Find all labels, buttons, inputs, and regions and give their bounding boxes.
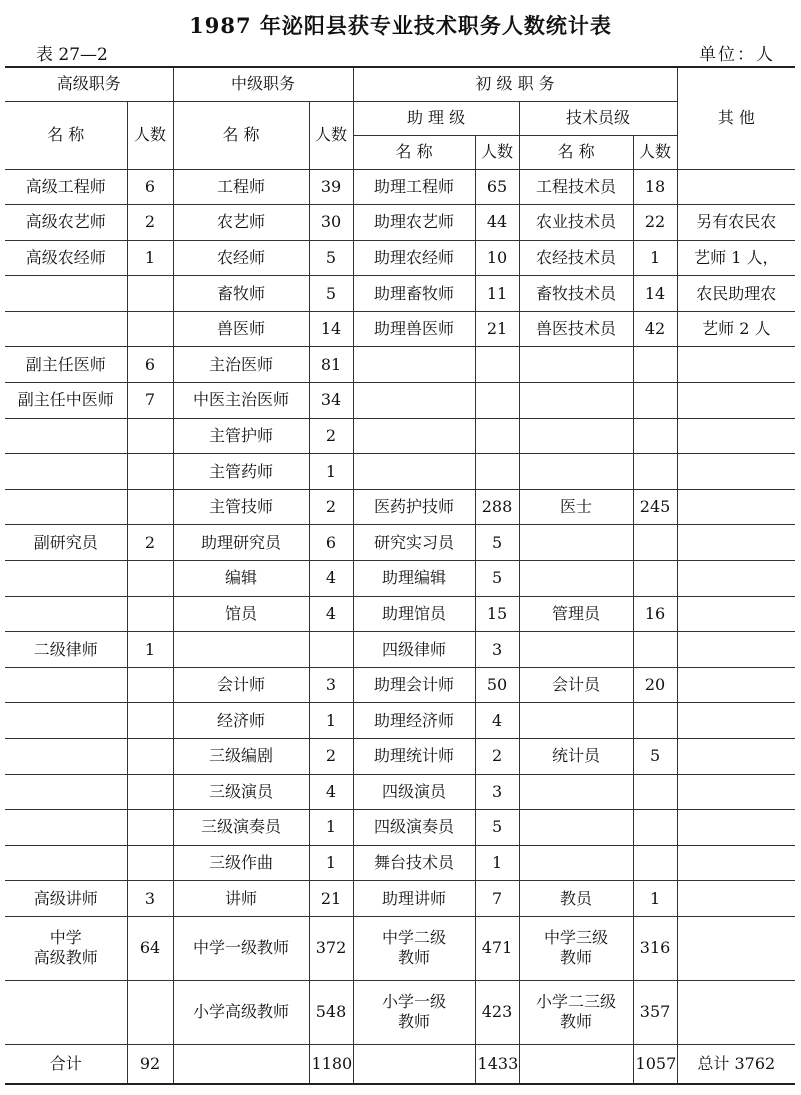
- cell-assistant-name: 助理工程师: [353, 169, 475, 205]
- cell-intermediate-name: 畜牧师: [173, 276, 309, 312]
- cell-senior-count: [127, 980, 173, 1044]
- table-row: [5, 916, 795, 980]
- cell-senior-name: 中学 高级教师: [5, 916, 127, 980]
- cell-other-note: [677, 596, 795, 632]
- cell-senior-count: [127, 311, 173, 347]
- cell-intermediate-count: 1: [309, 810, 353, 846]
- table-row: [5, 418, 795, 454]
- grand-total: 总计 3762: [677, 1044, 795, 1084]
- header-intermediate: 中级职务: [173, 67, 353, 101]
- statistics-table: [5, 66, 795, 1085]
- cell-technician-count: 1: [633, 240, 677, 276]
- cell-intermediate-name: 主管护师: [173, 418, 309, 454]
- cell-assistant-name: 中学二级 教师: [353, 916, 475, 980]
- table-row: [5, 240, 795, 276]
- table-row: [5, 311, 795, 347]
- cell-intermediate-count: 1: [309, 703, 353, 739]
- cell-assistant-count: 10: [475, 240, 519, 276]
- cell-intermediate-count: 14: [309, 311, 353, 347]
- cell-senior-name: [5, 739, 127, 775]
- cell-technician-count: [633, 810, 677, 846]
- cell-senior-name: [5, 418, 127, 454]
- cell-intermediate-name: 助理研究员: [173, 525, 309, 561]
- cell-senior-count: [127, 418, 173, 454]
- cell-senior-count: 64: [127, 916, 173, 980]
- cell-assistant-name: 助理畜牧师: [353, 276, 475, 312]
- cell-senior-count: 2: [127, 525, 173, 561]
- cell-senior-name: [5, 703, 127, 739]
- table-row: [5, 810, 795, 846]
- cell-intermediate-name: 中医主治医师: [173, 383, 309, 419]
- cell-senior-name: 高级农艺师: [5, 205, 127, 241]
- cell-technician-count: 245: [633, 489, 677, 525]
- cell-assistant-name: 四级律师: [353, 632, 475, 668]
- header-technician-name: 名 称: [519, 135, 633, 169]
- table-row: [5, 667, 795, 703]
- cell-intermediate-name: 农经师: [173, 240, 309, 276]
- cell-intermediate-name: 会计师: [173, 667, 309, 703]
- cell-other-note: [677, 667, 795, 703]
- cell-intermediate-name: 主管技师: [173, 489, 309, 525]
- cell-assistant-count: 5: [475, 525, 519, 561]
- cell-senior-name: 高级农经师: [5, 240, 127, 276]
- cell-assistant-name: 助理经济师: [353, 703, 475, 739]
- cell-technician-count: [633, 703, 677, 739]
- header-other: 其 他: [677, 67, 795, 169]
- cell-technician-name: 农经技术员: [519, 240, 633, 276]
- cell-senior-name: 副研究员: [5, 525, 127, 561]
- cell-technician-name: 畜牧技术员: [519, 276, 633, 312]
- cell-technician-count: 14: [633, 276, 677, 312]
- cell-assistant-name: 研究实习员: [353, 525, 475, 561]
- cell-technician-count: [633, 383, 677, 419]
- cell-technician-count: [633, 418, 677, 454]
- cell-technician-name: 农业技术员: [519, 205, 633, 241]
- header-senior-name: 名 称: [5, 101, 127, 169]
- table-row: [5, 561, 795, 597]
- cell-intermediate-count: 2: [309, 418, 353, 454]
- cell-senior-count: [127, 489, 173, 525]
- cell-technician-count: 5: [633, 739, 677, 775]
- cell-technician-name: [519, 810, 633, 846]
- cell-senior-name: [5, 276, 127, 312]
- cell-other-note: [677, 739, 795, 775]
- cell-assistant-count: 5: [475, 810, 519, 846]
- cell-other-note: [677, 347, 795, 383]
- cell-senior-count: [127, 810, 173, 846]
- cell-assistant-name: 助理兽医师: [353, 311, 475, 347]
- cell-intermediate-count: [309, 632, 353, 668]
- cell-other-note: [677, 632, 795, 668]
- cell-technician-count: [633, 845, 677, 881]
- cell-technician-name: 工程技术员: [519, 169, 633, 205]
- table-row: [5, 596, 795, 632]
- cell-assistant-name: 助理编辑: [353, 561, 475, 597]
- table-row: [5, 881, 795, 917]
- header-intermediate-name: 名 称: [173, 101, 309, 169]
- cell-other-note: [677, 881, 795, 917]
- cell-intermediate-count: 548: [309, 980, 353, 1044]
- cell-intermediate-name: 经济师: [173, 703, 309, 739]
- cell-technician-count: [633, 561, 677, 597]
- cell-technician-name: 医士: [519, 489, 633, 525]
- cell-other-note: [677, 169, 795, 205]
- table-row: [5, 169, 795, 205]
- cell-assistant-count: [475, 454, 519, 490]
- cell-intermediate-name: 三级演员: [173, 774, 309, 810]
- cell-assistant-name: 医药护技师: [353, 489, 475, 525]
- cell-assistant-name: 四级演员: [353, 774, 475, 810]
- table-row: [5, 347, 795, 383]
- cell-technician-name: 教员: [519, 881, 633, 917]
- cell-senior-name: [5, 667, 127, 703]
- cell-intermediate-name: [173, 632, 309, 668]
- cell-intermediate-name: 中学一级教师: [173, 916, 309, 980]
- cell-assistant-name: 舞台技术员: [353, 845, 475, 881]
- cell-senior-count: 7: [127, 383, 173, 419]
- cell-senior-name: [5, 810, 127, 846]
- cell-intermediate-name: 主管药师: [173, 454, 309, 490]
- total-intermediate-count: 1180: [309, 1044, 353, 1084]
- cell-intermediate-name: 工程师: [173, 169, 309, 205]
- cell-other-note: [677, 383, 795, 419]
- cell-intermediate-count: 5: [309, 240, 353, 276]
- cell-other-note: [677, 774, 795, 810]
- cell-other-note: 另有农民农: [677, 205, 795, 241]
- table-row: [5, 739, 795, 775]
- cell-technician-count: [633, 525, 677, 561]
- cell-technician-name: [519, 454, 633, 490]
- cell-intermediate-count: 21: [309, 881, 353, 917]
- cell-assistant-name: [353, 454, 475, 490]
- cell-other-note: [677, 980, 795, 1044]
- cell-assistant-count: 3: [475, 774, 519, 810]
- cell-intermediate-count: 1: [309, 454, 353, 490]
- cell-senior-name: 副主任中医师: [5, 383, 127, 419]
- cell-assistant-count: 21: [475, 311, 519, 347]
- cell-senior-count: [127, 454, 173, 490]
- table-row: [5, 845, 795, 881]
- cell-assistant-count: 471: [475, 916, 519, 980]
- cell-senior-count: [127, 739, 173, 775]
- cell-assistant-count: 2: [475, 739, 519, 775]
- cell-assistant-count: 50: [475, 667, 519, 703]
- header-technician: 技术员级: [519, 101, 677, 135]
- cell-technician-count: 1: [633, 881, 677, 917]
- table-row: [5, 632, 795, 668]
- total-empty: [173, 1044, 309, 1084]
- cell-intermediate-count: 34: [309, 383, 353, 419]
- cell-other-note: [677, 845, 795, 881]
- cell-other-note: 农民助理农: [677, 276, 795, 312]
- cell-senior-name: [5, 774, 127, 810]
- cell-assistant-name: 助理会计师: [353, 667, 475, 703]
- cell-technician-name: [519, 703, 633, 739]
- cell-senior-count: [127, 596, 173, 632]
- cell-senior-count: [127, 667, 173, 703]
- header-senior-count: 人数: [127, 101, 173, 169]
- cell-intermediate-name: 主治医师: [173, 347, 309, 383]
- cell-assistant-count: [475, 418, 519, 454]
- cell-other-note: [677, 454, 795, 490]
- cell-senior-count: 1: [127, 240, 173, 276]
- cell-assistant-count: 1: [475, 845, 519, 881]
- cell-assistant-count: [475, 347, 519, 383]
- table-row: [5, 276, 795, 312]
- cell-senior-name: 高级工程师: [5, 169, 127, 205]
- header-assistant-name: 名 称: [353, 135, 475, 169]
- cell-intermediate-name: 兽医师: [173, 311, 309, 347]
- cell-assistant-count: 423: [475, 980, 519, 1044]
- cell-technician-count: 20: [633, 667, 677, 703]
- cell-other-note: [677, 703, 795, 739]
- cell-intermediate-count: 81: [309, 347, 353, 383]
- cell-senior-count: 6: [127, 347, 173, 383]
- cell-senior-name: [5, 845, 127, 881]
- cell-technician-count: 42: [633, 311, 677, 347]
- cell-technician-name: 中学三级 教师: [519, 916, 633, 980]
- cell-assistant-name: 小学一级 教师: [353, 980, 475, 1044]
- cell-technician-count: 357: [633, 980, 677, 1044]
- cell-intermediate-count: 2: [309, 489, 353, 525]
- total-senior-count: 92: [127, 1044, 173, 1084]
- cell-technician-count: 22: [633, 205, 677, 241]
- cell-technician-count: [633, 454, 677, 490]
- cell-assistant-name: 助理农经师: [353, 240, 475, 276]
- cell-intermediate-name: 讲师: [173, 881, 309, 917]
- cell-senior-name: [5, 489, 127, 525]
- cell-intermediate-count: 372: [309, 916, 353, 980]
- cell-intermediate-name: 编辑: [173, 561, 309, 597]
- cell-intermediate-name: 三级编剧: [173, 739, 309, 775]
- cell-assistant-count: 44: [475, 205, 519, 241]
- cell-senior-name: [5, 980, 127, 1044]
- cell-intermediate-count: 4: [309, 774, 353, 810]
- header-assistant: 助 理 级: [353, 101, 519, 135]
- cell-assistant-count: [475, 383, 519, 419]
- cell-intermediate-count: 5: [309, 276, 353, 312]
- cell-technician-name: 管理员: [519, 596, 633, 632]
- header-junior: 初 级 职 务: [353, 67, 677, 101]
- cell-senior-name: [5, 561, 127, 597]
- total-assistant-count: 1433: [475, 1044, 519, 1084]
- header-technician-count: 人数: [633, 135, 677, 169]
- cell-assistant-count: 5: [475, 561, 519, 597]
- cell-intermediate-count: 3: [309, 667, 353, 703]
- cell-senior-count: [127, 561, 173, 597]
- cell-technician-name: 统计员: [519, 739, 633, 775]
- cell-other-note: [677, 810, 795, 846]
- cell-intermediate-name: 三级演奏员: [173, 810, 309, 846]
- cell-intermediate-count: 4: [309, 596, 353, 632]
- cell-senior-name: [5, 311, 127, 347]
- total-technician-count: 1057: [633, 1044, 677, 1084]
- cell-technician-name: [519, 632, 633, 668]
- header-senior: 高级职务: [5, 67, 173, 101]
- cell-technician-name: [519, 845, 633, 881]
- cell-assistant-count: 7: [475, 881, 519, 917]
- cell-other-note: [677, 916, 795, 980]
- cell-assistant-name: 四级演奏员: [353, 810, 475, 846]
- cell-technician-name: [519, 383, 633, 419]
- cell-assistant-count: 3: [475, 632, 519, 668]
- cell-intermediate-count: 4: [309, 561, 353, 597]
- total-row: [5, 1044, 795, 1084]
- cell-senior-count: [127, 774, 173, 810]
- total-label: 合计: [5, 1044, 127, 1084]
- cell-technician-count: [633, 774, 677, 810]
- cell-technician-count: 316: [633, 916, 677, 980]
- header-intermediate-count: 人数: [309, 101, 353, 169]
- cell-other-note: [677, 489, 795, 525]
- cell-other-note: [677, 418, 795, 454]
- total-empty: [353, 1044, 475, 1084]
- cell-other-note: [677, 525, 795, 561]
- cell-technician-count: [633, 347, 677, 383]
- cell-technician-name: [519, 561, 633, 597]
- cell-senior-count: 3: [127, 881, 173, 917]
- cell-technician-count: 16: [633, 596, 677, 632]
- cell-senior-name: 二级律师: [5, 632, 127, 668]
- table-row: [5, 489, 795, 525]
- cell-intermediate-count: 2: [309, 739, 353, 775]
- cell-technician-name: [519, 525, 633, 561]
- cell-technician-name: [519, 774, 633, 810]
- cell-assistant-name: 助理统计师: [353, 739, 475, 775]
- cell-technician-name: 兽医技术员: [519, 311, 633, 347]
- cell-assistant-name: [353, 418, 475, 454]
- cell-technician-count: [633, 632, 677, 668]
- cell-intermediate-count: 6: [309, 525, 353, 561]
- cell-assistant-count: 288: [475, 489, 519, 525]
- table-number: 表 27—2: [36, 45, 108, 65]
- cell-assistant-name: [353, 347, 475, 383]
- table-row: [5, 525, 795, 561]
- cell-assistant-count: 4: [475, 703, 519, 739]
- cell-other-note: [677, 561, 795, 597]
- cell-assistant-name: [353, 383, 475, 419]
- cell-intermediate-count: 39: [309, 169, 353, 205]
- cell-technician-name: 小学二三级 教师: [519, 980, 633, 1044]
- cell-assistant-name: 助理农艺师: [353, 205, 475, 241]
- cell-senior-count: 6: [127, 169, 173, 205]
- cell-assistant-count: 65: [475, 169, 519, 205]
- header-assistant-count: 人数: [475, 135, 519, 169]
- cell-technician-name: 会计员: [519, 667, 633, 703]
- table-title: 1987 年泌阳县获专业技术职务人数统计表: [189, 13, 612, 38]
- cell-senior-name: 副主任医师: [5, 347, 127, 383]
- table-row: [5, 703, 795, 739]
- cell-intermediate-count: 30: [309, 205, 353, 241]
- cell-senior-name: [5, 596, 127, 632]
- cell-senior-count: 1: [127, 632, 173, 668]
- cell-senior-count: [127, 276, 173, 312]
- table-row: [5, 383, 795, 419]
- cell-intermediate-name: 小学高级教师: [173, 980, 309, 1044]
- cell-other-note: 艺师 2 人: [677, 311, 795, 347]
- table-row: [5, 774, 795, 810]
- table-row: [5, 980, 795, 1044]
- cell-intermediate-name: 农艺师: [173, 205, 309, 241]
- cell-senior-count: 2: [127, 205, 173, 241]
- unit-label: 单位：人: [699, 45, 775, 65]
- cell-assistant-name: 助理馆员: [353, 596, 475, 632]
- cell-intermediate-count: 1: [309, 845, 353, 881]
- cell-intermediate-name: 馆员: [173, 596, 309, 632]
- cell-technician-count: 18: [633, 169, 677, 205]
- table-row: [5, 205, 795, 241]
- cell-assistant-count: 15: [475, 596, 519, 632]
- cell-intermediate-name: 三级作曲: [173, 845, 309, 881]
- cell-senior-name: [5, 454, 127, 490]
- cell-technician-name: [519, 418, 633, 454]
- total-empty: [519, 1044, 633, 1084]
- cell-assistant-name: 助理讲师: [353, 881, 475, 917]
- cell-other-note: 艺师 1 人，: [677, 240, 795, 276]
- cell-technician-name: [519, 347, 633, 383]
- cell-senior-count: [127, 845, 173, 881]
- table-row: [5, 454, 795, 490]
- cell-senior-count: [127, 703, 173, 739]
- cell-assistant-count: 11: [475, 276, 519, 312]
- cell-senior-name: 高级讲师: [5, 881, 127, 917]
